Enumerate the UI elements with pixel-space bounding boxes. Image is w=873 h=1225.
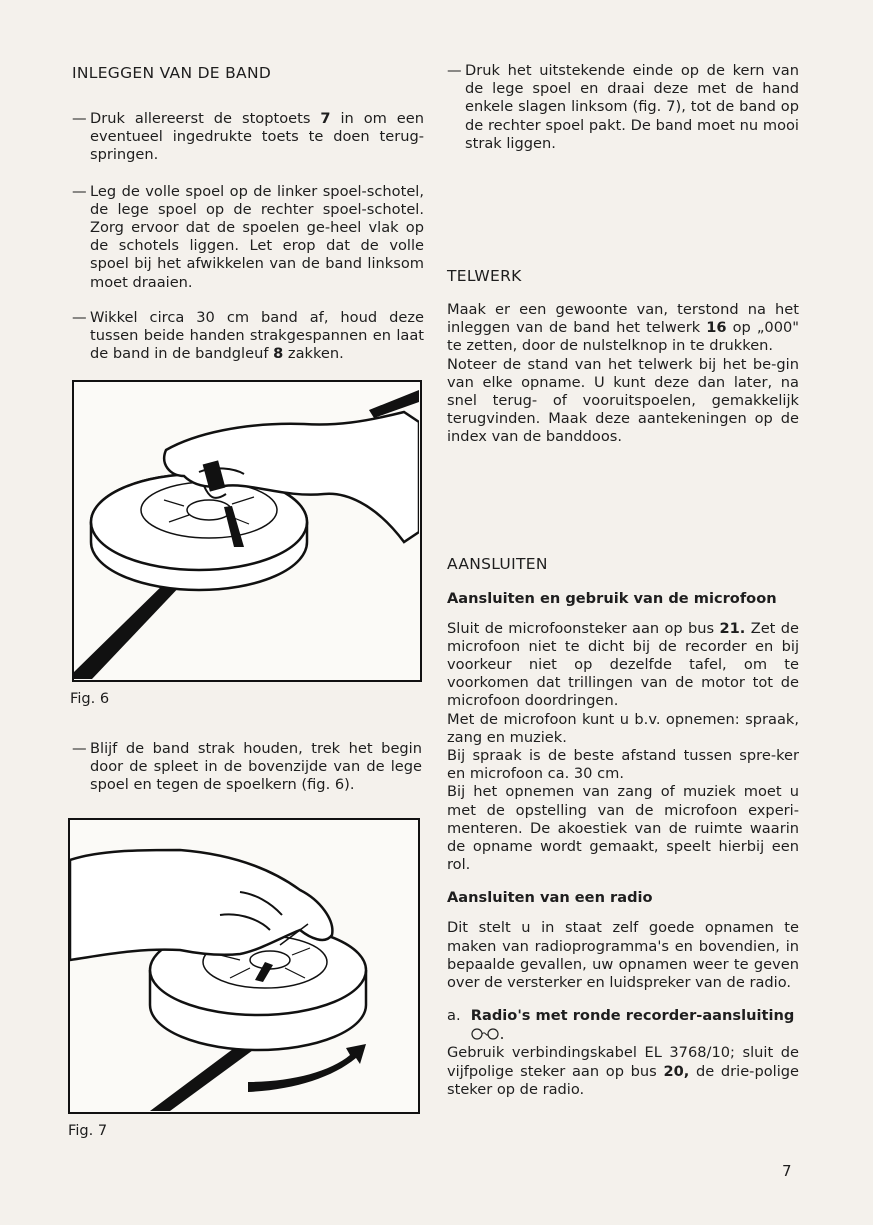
section-heading-telwerk: TELWERK (447, 267, 522, 286)
subheading-microfoon: Aansluiten en gebruik van de microfoon (447, 589, 777, 607)
instruction-item: — Druk allereerst de stoptoets 7 in om een eventueel ingedrukte toets te doen terug-springen. (72, 110, 425, 164)
figure-7-caption: Fig. 7 (68, 1122, 108, 1139)
round-connector-symbol-icon (447, 1026, 799, 1044)
figure-6-caption: Fig. 6 (70, 690, 110, 707)
figure-7-reel-winding (68, 818, 420, 1114)
subheading-radio: Aansluiten van een radio (447, 889, 653, 907)
instruction-item: — Wikkel circa 30 cm band af, houd deze tussen beide handen strakgespannen en laat de band in de bandgleuf 8 zakken. (72, 308, 424, 363)
radio-connection-paragraph: Gebruik verbindingskabel EL 3768/10; sluit de vijfpolige steker aan op bus 20, de drie-polige steker op de radio. (447, 1044, 799, 1098)
figure-6-reel-threading (72, 380, 422, 682)
microfoon-paragraph: Sluit de microfoonsteker aan op bus 21. Zet de microfoon niet te dicht bij de recorder en bij voorkeur niet op dezelfde tafel, om te voorkomen dat trillingen van de motor tot de microfoon doordringen. (447, 619, 799, 710)
telwerk-paragraph: Maak er een gewoonte van, terstond na het inleggen van de band het telwerk 16 op „000" te zetten, door de nulstelknop in te drukken. (447, 301, 799, 355)
reel-hand-illustration (74, 382, 419, 679)
section-heading-aansluiten: AANSLUITEN (447, 554, 548, 573)
instruction-item: — Druk het uitstekende einde op de kern van de lege spoel en draai deze met de hand enkele slagen linksom (fig. 7), tot de band op de rechter spoel pakt. De band moet nu mooi strak liggen. (447, 62, 799, 152)
right-column (447, 62, 799, 1099)
microfoon-paragraph: Bij spraak is de beste afstand tussen spre-ker en microfoon ca. 30 cm. (447, 747, 799, 783)
microfoon-paragraph: Bij het opnemen van zang of muziek moet u met de opstelling van de microfoon experi-menteren. De akoestiek van de ruimte waarin de opname wordt gemaakt, speelt hierbij een rol. (447, 783, 799, 874)
telwerk-paragraph: Noteer de stand van het telwerk bij het be-gin van elke opname. U kunt deze dan later, na snel terug- of vooruitspoelen, gemakkelijk terugvinden. Maak deze aantekeningen op de index van de banddoos. (447, 355, 799, 446)
instruction-item: — Blijf de band strak houden, trek het begin door de spleet in de bovenzijde van de lege spoel en tegen de spoelkern (fig. 6). (72, 740, 422, 794)
page-number: 7 (782, 1162, 792, 1180)
instruction-item: — Leg de volle spoel op de linker spoel-schotel, de lege spoel op de rechter spoel-schotel. Zorg ervoor dat de spoelen ge-heel vlak op de schotels liggen. Let erop dat de volle spoel bij het afwikkelen van de band linksom moet draaien. (72, 182, 424, 291)
left-column-lower (72, 740, 422, 795)
section-heading-inleggen: INLEGGEN VAN DE BAND (72, 64, 272, 82)
microfoon-paragraph: Met de microfoon kunt u b.v. opnemen: spraak, zang en muziek. (447, 710, 799, 746)
left-column (72, 62, 424, 363)
reel-winding-illustration (70, 820, 417, 1111)
subheading-radio-ronde-aansluiting: a. Radio's met ronde recorder-aansluiting (447, 1007, 795, 1025)
radio-paragraph: Dit stelt u in staat zelf goede opnamen te maken van radioprogramma's en bovendien, in bepaalde gevallen, uw opnamen weer te geven over de versterker en luidspreker van de radio. (447, 919, 799, 992)
